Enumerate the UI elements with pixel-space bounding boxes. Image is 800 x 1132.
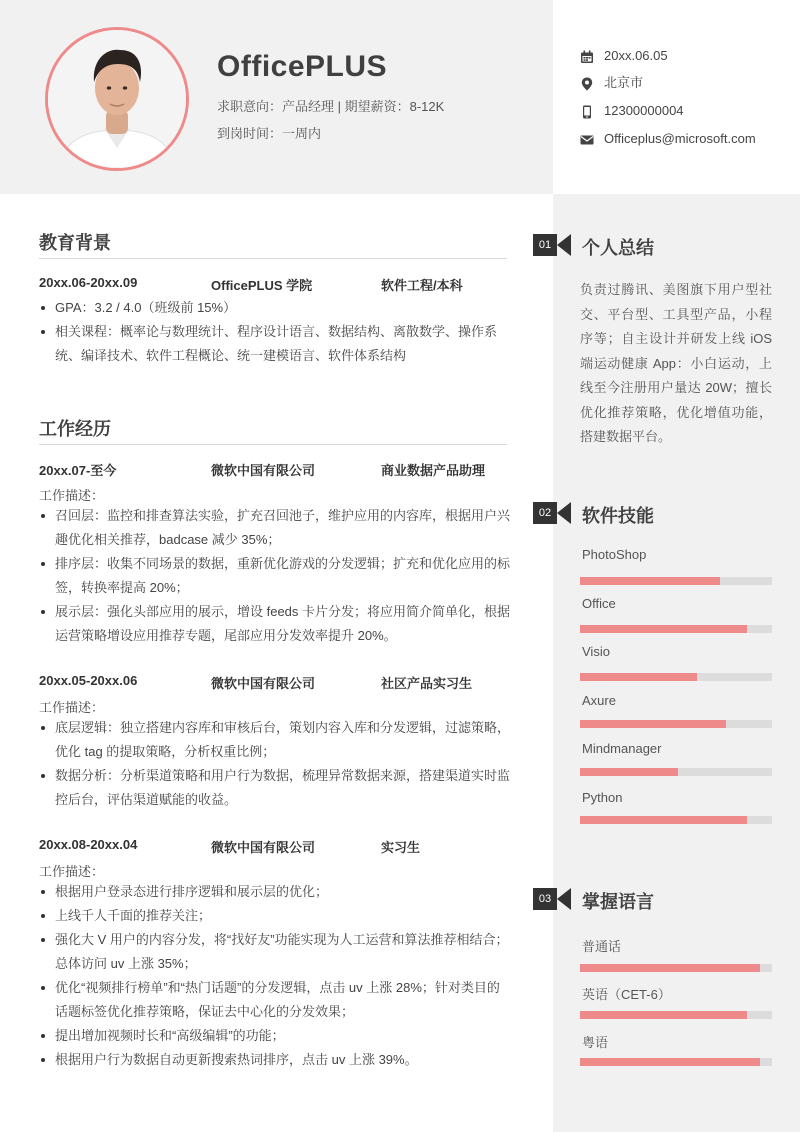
language-bar-fill [580, 1058, 760, 1066]
badge-arrow-icon [557, 502, 571, 524]
education-major: 软件工程/本科 [381, 278, 463, 293]
badge-arrow-icon [557, 234, 571, 256]
contact-date-text: 20xx.06.05 [604, 48, 668, 63]
skill-bar [580, 577, 772, 585]
skill-label: Office [582, 596, 616, 611]
contact-phone-text: 12300000004 [604, 103, 684, 118]
language-bar [580, 1058, 772, 1066]
list-item: 底层逻辑：独立搭建内容库和审核后台，策划内容入库和分发逻辑，过滤策略，优化 tag 的提取策略，分析权重比例； [39, 716, 511, 764]
list-item: 数据分析：分析渠道策略和用户行为数据，梳理异常数据来源，搭建渠道实时监控后台，评估渠道赋能的收益。 [39, 764, 511, 812]
calendar-icon [580, 50, 594, 64]
job-desc-label: 工作描述： [39, 864, 105, 879]
job-intent: 求职意向：产品经理 | 期望薪资：8-12K [217, 99, 445, 114]
education-school: OfficePLUS 学院 [211, 278, 313, 293]
work-title: 工作经历 [39, 419, 111, 439]
list-item: 排序层：收集不同场景的数据，重新优化游戏的分发逻辑；扩充和优化应用的标签，转换率提高 20%； [39, 552, 511, 600]
job-period: 20xx.08-20xx.04 [39, 837, 138, 852]
list-item: 上线千人千面的推荐关注； [39, 904, 511, 928]
job-bullets [39, 880, 511, 1072]
arrival-time: 到岗时间：一周内 [217, 126, 322, 141]
list-item: 展示层：强化头部应用的展示，增设 feeds 卡片分发；将应用简介简单化，根据运营策略增设应用推荐专题，尾部应用分发效率提升 20%。 [39, 600, 511, 648]
job-period: 20xx.05-20xx.06 [39, 673, 138, 688]
skill-bar [580, 673, 772, 681]
skill-bar-fill [580, 768, 678, 776]
skill-bar-fill [580, 625, 747, 633]
skill-label: PhotoShop [582, 547, 647, 562]
job-role: 商业数据产品助理 [381, 463, 486, 478]
job-company: 微软中国有限公司 [211, 676, 316, 691]
summary-text: 负责过腾讯、美图旗下用户型社交、平台型、工具型产品，小程序等；自主设计并研发上线 iOS 端运动健康 App：小白运动，上线至今注册用户量达 20W；擅长优化推荐策略，优化增值功能，搭建数据平台。 [580, 282, 772, 444]
job-company: 微软中国有限公司 [211, 840, 316, 855]
language-label: 普通话 [582, 939, 622, 954]
education-bullets [39, 296, 511, 368]
language-bar [580, 1011, 772, 1019]
language-bar [580, 964, 772, 972]
skill-bar-fill [580, 816, 747, 824]
list-item: 优化“视频排行榜单”和“热门话题”的分发逻辑，点击 uv 上涨 28%；针对类目的话题标签优化推荐策略，保证去中心化的分发效果； [39, 976, 511, 1024]
list-item: 提出增加视频时长和“高级编辑”的功能； [39, 1024, 511, 1048]
language-bar-fill [580, 964, 760, 972]
language-label: 粤语 [582, 1035, 609, 1050]
summary-number: 01 [533, 234, 557, 256]
skills-number: 02 [533, 502, 557, 524]
languages-number-badge [533, 888, 571, 910]
summary-title: 个人总结 [582, 238, 654, 258]
job-bullets [39, 504, 511, 648]
list-item: 召回层：监控和排查算法实验，扩充召回池子，维护应用的内容库，根据用户兴趣优化相关推荐，badcase 减少 35%； [39, 504, 511, 552]
list-item: 相关课程：概率论与数理统计、程序设计语言、数据结构、离散数学、操作系统、编译技术、软件工程概论、统一建模语言、软件体系结构 [39, 320, 511, 368]
skill-label: Mindmanager [582, 741, 662, 756]
badge-arrow-icon [557, 888, 571, 910]
skill-bar [580, 720, 772, 728]
skill-label: Visio [582, 644, 610, 659]
skills-title: 软件技能 [582, 506, 654, 526]
work-divider [39, 444, 507, 445]
languages-title: 掌握语言 [582, 892, 654, 912]
contact-city-text: 北京市 [604, 75, 644, 90]
job-role: 社区产品实习生 [381, 676, 473, 691]
skill-bar-fill [580, 673, 697, 681]
skills-number-badge [533, 502, 571, 524]
list-item: 根据用户登录态进行排序逻辑和展示层的优化； [39, 880, 511, 904]
summary-number-badge [533, 234, 571, 256]
skill-bar-fill [580, 577, 720, 585]
avatar [45, 27, 189, 171]
profile-photo-icon [48, 30, 186, 168]
list-item: 根据用户行为数据自动更新搜索热词排序，点击 uv 上涨 39%。 [39, 1048, 511, 1072]
languages-number: 03 [533, 888, 557, 910]
job-period: 20xx.07-至今 [39, 463, 117, 478]
list-item: GPA：3.2 / 4.0（班级前 15%） [39, 296, 511, 320]
location-pin-icon [580, 77, 594, 91]
job-desc-label: 工作描述： [39, 700, 105, 715]
list-item: 强化大 V 用户的内容分发，将“找好友”功能实现为人工运营和算法推荐相结合；总体访问 uv 上涨 35%； [39, 928, 511, 976]
skill-bar [580, 625, 772, 633]
language-label: 英语（CET-6） [582, 987, 671, 1002]
contact-email-text: Officeplus@microsoft.com [604, 131, 756, 146]
skill-bar [580, 768, 772, 776]
skill-label: Axure [582, 693, 616, 708]
skill-bar [580, 816, 772, 824]
skill-bar-fill [580, 720, 726, 728]
education-period: 20xx.06-20xx.09 [39, 275, 138, 290]
job-bullets [39, 716, 511, 812]
email-icon [580, 133, 594, 147]
education-title: 教育背景 [39, 233, 111, 253]
job-desc-label: 工作描述： [39, 488, 105, 503]
job-company: 微软中国有限公司 [211, 463, 316, 478]
education-divider [39, 258, 507, 259]
candidate-name: OfficePLUS [217, 50, 388, 83]
skill-label: Python [582, 790, 623, 805]
phone-icon [580, 105, 594, 119]
job-role: 实习生 [381, 840, 421, 855]
language-bar-fill [580, 1011, 747, 1019]
